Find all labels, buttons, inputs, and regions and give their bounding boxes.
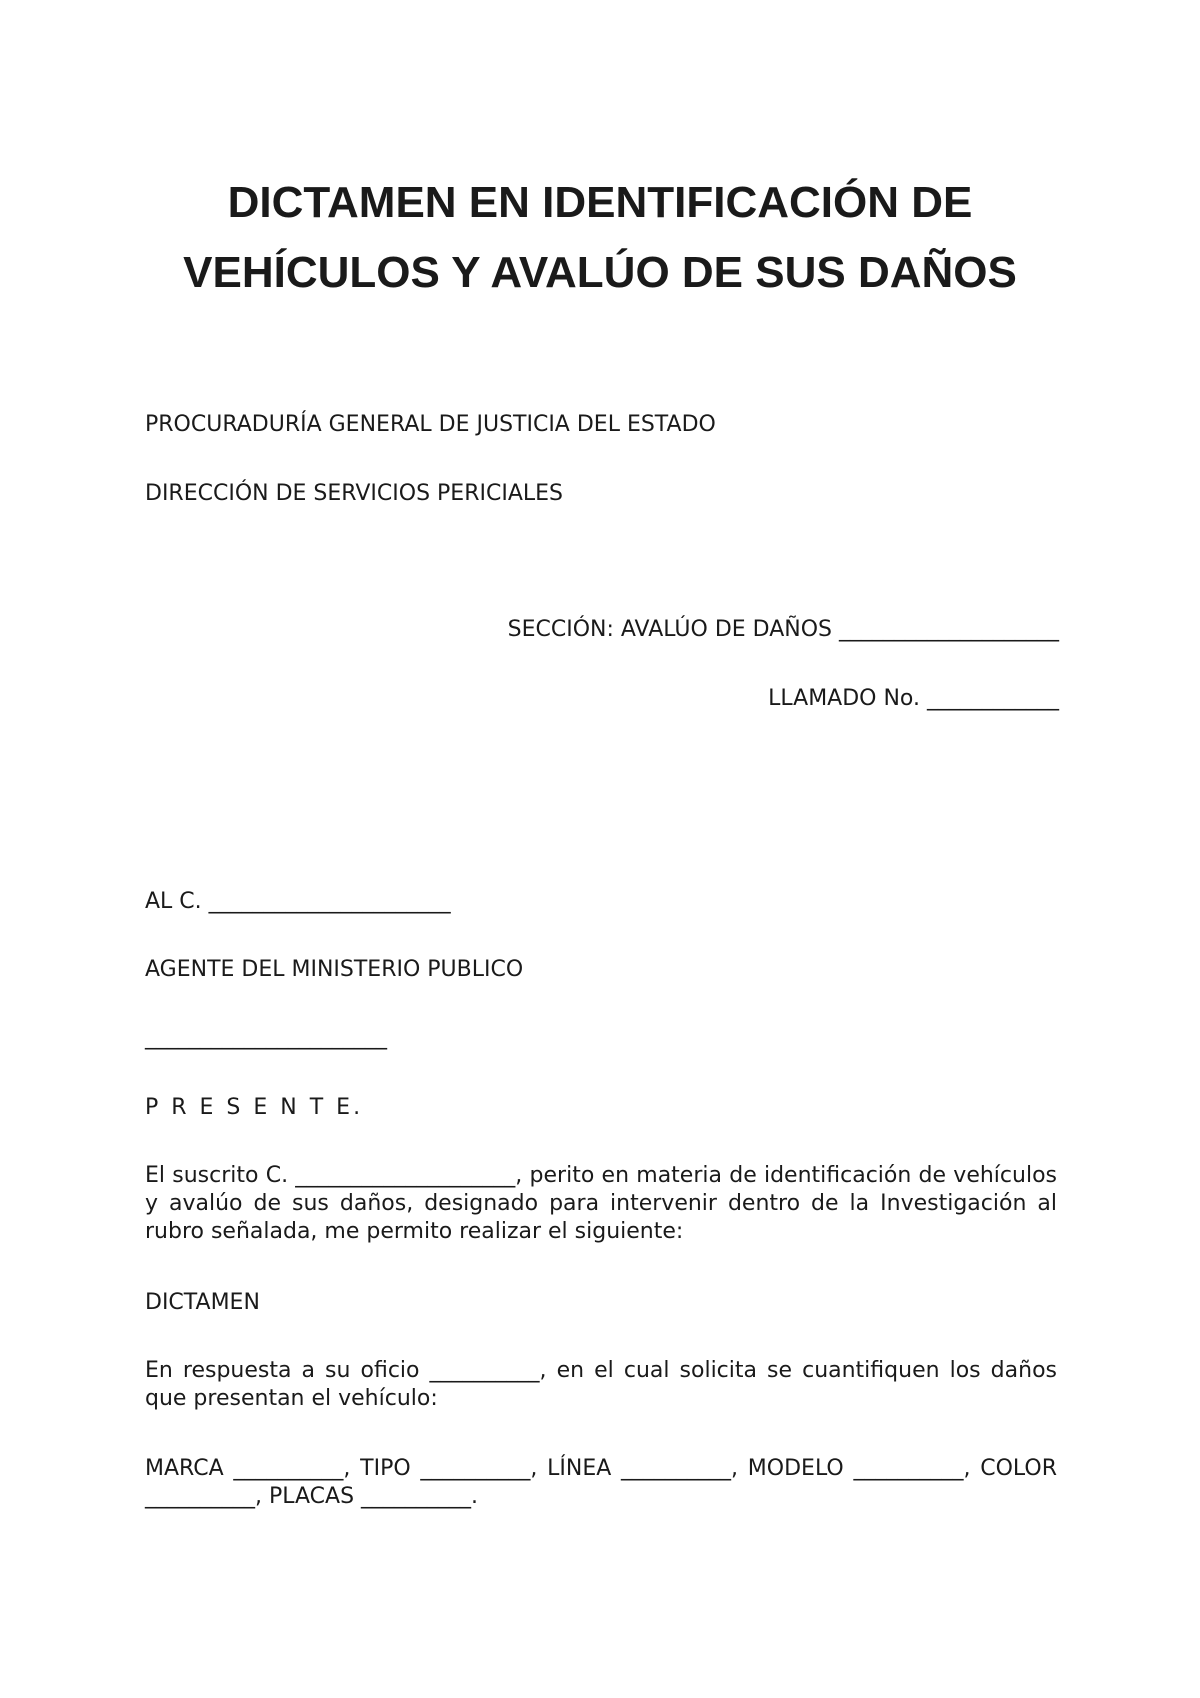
- addressee-blank-line: ______________________: [145, 1025, 387, 1050]
- department-name: DIRECCIÓN DE SERVICIOS PERICIALES: [145, 481, 563, 506]
- dictamen-heading: DICTAMEN: [145, 1290, 260, 1315]
- institution-name: PROCURADURÍA GENERAL DE JUSTICIA DEL ESTADO: [145, 412, 716, 437]
- response-paragraph: En respuesta a su oficio __________, en el cual solicita se cuantifiquen los daños que presentan el vehículo:: [145, 1358, 1057, 1411]
- call-number-field: LLAMADO No. ____________: [768, 686, 1059, 711]
- title-line-2: VEHÍCULOS Y AVALÚO DE SUS DAÑOS: [183, 248, 1017, 297]
- presente-heading: P R E S E N T E.: [145, 1095, 364, 1120]
- addressee-role: AGENTE DEL MINISTERIO PUBLICO: [145, 957, 524, 982]
- vehicle-details-paragraph: MARCA __________, TIPO __________, LÍNEA __________, MODELO __________, COLOR __________, PLACAS __________.: [145, 1456, 1057, 1509]
- intro-paragraph: El suscrito C. ____________________, perito en materia de identificación de vehículos y avalúo de sus daños, designado para intervenir dentro de la Investigación al rubro señalada, me permito realizar el siguiente:: [145, 1163, 1057, 1244]
- document-title: [0, 168, 1200, 308]
- addressee-field: AL C. ______________________: [145, 889, 451, 914]
- title-line-1: DICTAMEN EN IDENTIFICACIÓN DE: [227, 178, 973, 227]
- section-field: SECCIÓN: AVALÚO DE DAÑOS ____________________: [507, 617, 1059, 642]
